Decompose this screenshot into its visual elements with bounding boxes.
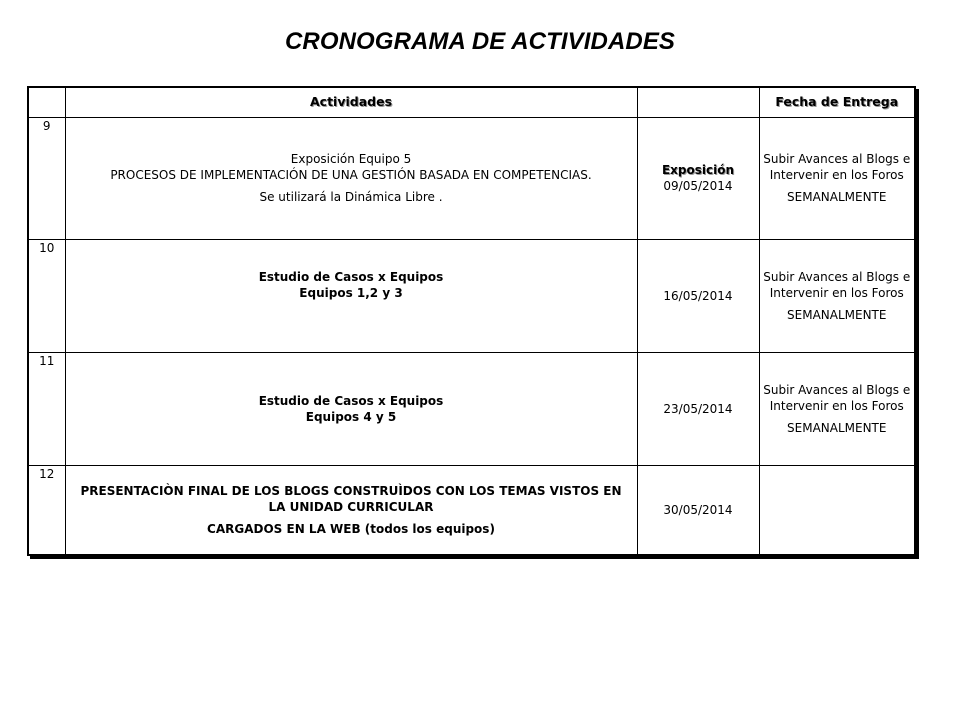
delivery-note-cell (759, 239, 915, 352)
header-number-cell (28, 87, 65, 117)
date-cell (637, 117, 759, 239)
table-row (28, 239, 915, 352)
activity-line: Estudio de Casos x Equipos (258, 393, 444, 408)
header-actividades: Actividades (65, 87, 637, 117)
spacer (66, 301, 637, 323)
schedule-table (27, 86, 916, 556)
activity-line: Se utilizará la Dinámica Libre . (259, 190, 443, 204)
delivery-note: Subir Avances al Blogs e Intervenir en los Foros (763, 152, 911, 182)
table-row (28, 465, 915, 555)
delivery-note: Subir Avances al Blogs e Intervenir en los Foros (763, 269, 911, 300)
row-number: 12 (28, 465, 65, 555)
activity-line: PROCESOS DE IMPLEMENTACIÓN DE UNA GESTIÓN BASADA EN COMPETENCIAS. (110, 168, 592, 182)
delivery-note-cell (759, 117, 915, 239)
row-number: 10 (28, 239, 65, 352)
table-row (28, 352, 915, 465)
delivery-date: 30/05/2014 (663, 502, 733, 517)
table-header-row (28, 87, 915, 117)
activity-cell (65, 117, 637, 239)
delivery-date: 09/05/2014 (663, 179, 733, 193)
delivery-note-cell (759, 352, 915, 465)
date-cell (637, 352, 759, 465)
page-title: CRONOGRAMA DE ACTIVIDADES (284, 28, 676, 55)
delivery-note-cell (759, 465, 915, 555)
activity-line: PRESENTACIÒN FINAL DE LOS BLOGS CONSTRUÌDOS CON LOS TEMAS VISTOS EN LA UNIDAD CURRICULAR (80, 483, 622, 514)
delivery-frequency: SEMANALMENTE (787, 190, 887, 204)
activity-cell (65, 465, 637, 555)
table-row (28, 117, 915, 239)
activity-cell (65, 239, 637, 352)
row-number: 11 (28, 352, 65, 465)
activity-line: Exposición Equipo 5 (290, 152, 412, 166)
delivery-date: 23/05/2014 (663, 401, 733, 416)
exposition-label: Exposición (661, 163, 735, 177)
delivery-date: 16/05/2014 (663, 288, 733, 303)
activity-line: Equipos 1,2 y 3 (299, 285, 403, 300)
activity-cell (65, 352, 637, 465)
activity-line: Estudio de Casos x Equipos (258, 269, 444, 284)
header-blank-cell (637, 87, 759, 117)
date-cell (637, 465, 759, 555)
delivery-frequency: SEMANALMENTE (787, 307, 887, 322)
delivery-frequency: SEMANALMENTE (787, 420, 887, 435)
date-cell (637, 239, 759, 352)
delivery-note: Subir Avances al Blogs e Intervenir en los Foros (763, 382, 911, 413)
header-fecha-entrega: Fecha de Entrega (759, 87, 915, 117)
activity-line: Equipos 4 y 5 (305, 409, 397, 424)
activity-line: CARGADOS EN LA WEB (todos los equipos) (207, 521, 495, 536)
row-number: 9 (28, 117, 65, 239)
